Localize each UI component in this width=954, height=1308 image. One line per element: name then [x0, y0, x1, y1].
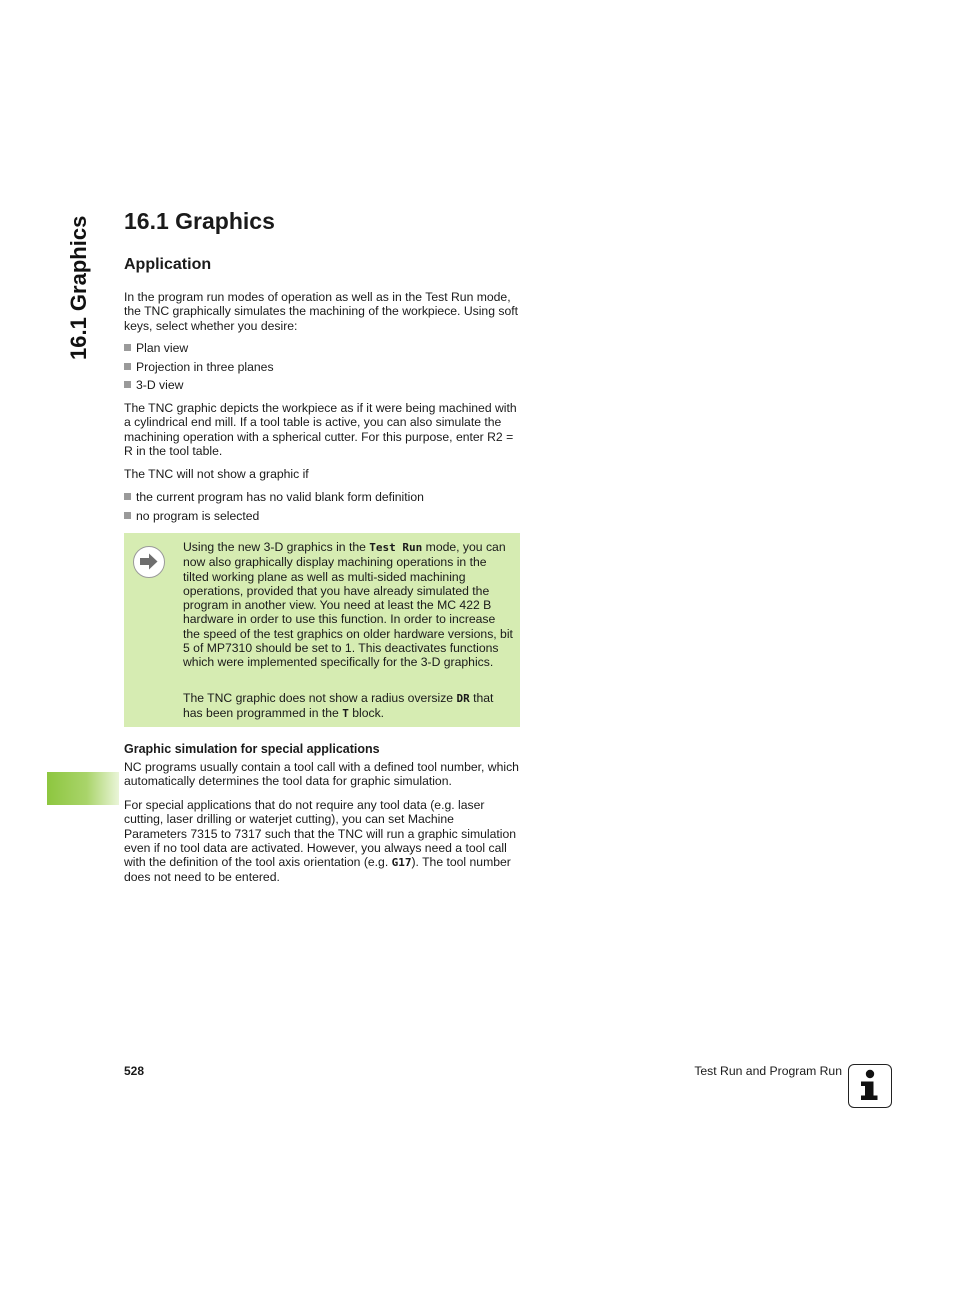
chapter-tab-marker: [47, 772, 119, 805]
page-number: 528: [124, 1064, 145, 1078]
bullet-square-icon: [124, 493, 131, 500]
note-paragraph: Using the new 3-D graphics in the Test Run mode, you can now also graphically display machining operations in the tilted working plane as well as multi-sided machining operations, provided that you have already simulated the program in another view. You need at least the MC 422 B hardware in order to use this function. In order to increase the speed of the test graphics on older hardware versions, bit 5 of MP7310 should be set to 1. This deactivates functions which were implemented specifically for the 3-D graphics.: [183, 540, 513, 670]
list-item: 3-D view: [124, 378, 183, 392]
bullet-square-icon: [124, 381, 131, 388]
arrow-right-icon: [133, 546, 165, 578]
code-test-run: Test Run: [369, 541, 423, 554]
page-title: 16.1 Graphics: [124, 208, 275, 234]
note-paragraph: The TNC graphic does not show a radius oversize DR that has been programmed in the T block.: [183, 691, 494, 721]
no-graphic-intro: The TNC will not show a graphic if: [124, 467, 309, 481]
list-item: Plan view: [124, 341, 188, 355]
chapter-name: Test Run and Program Run: [694, 1064, 842, 1078]
section-heading: Application: [124, 256, 212, 273]
note-box: [124, 533, 520, 727]
bullet-square-icon: [124, 363, 131, 370]
special-paragraph: For special applications that do not require any tool data (e.g. laser cutting, laser drilling or waterjet cutting), you can set Machine Parameters 7315 to 7317 such that the TNC will run a graphic simulation even if no tool data are activated. However, you always need a tool call with the definition of the tool axis orientation (e.g. G17). The tool number does not need to be entered.: [124, 798, 517, 885]
bullet-square-icon: [124, 344, 131, 351]
code-g17: G17: [391, 856, 412, 870]
depict-paragraph: The TNC graphic depicts the workpiece as if it were being machined with a cylindrical end mill. If a tool table is active, you can also simulate the machining operation with a spherical cutter. For this purpose, enter R2 = R in the tool table.: [124, 401, 517, 458]
code-dr: DR: [456, 692, 470, 705]
subheading: Graphic simulation for special applications: [124, 742, 380, 756]
list-item: no program is selected: [124, 509, 259, 523]
intro-paragraph: In the program run modes of operation as well as in the Test Run mode, the TNC graphically simulates the machining of the workpiece. Using soft keys, select whether you desire:: [124, 290, 519, 333]
list-item: Projection in three planes: [124, 360, 274, 374]
bullet-square-icon: [124, 512, 131, 519]
info-icon[interactable]: [848, 1064, 892, 1108]
code-t: T: [342, 707, 349, 721]
nc-paragraph: NC programs usually contain a tool call with a defined tool number, which automatically determines the tool data for graphic simulation.: [124, 760, 519, 789]
side-chapter-title: 16.1 Graphics: [66, 215, 91, 360]
list-item: the current program has no valid blank form definition: [124, 490, 424, 504]
